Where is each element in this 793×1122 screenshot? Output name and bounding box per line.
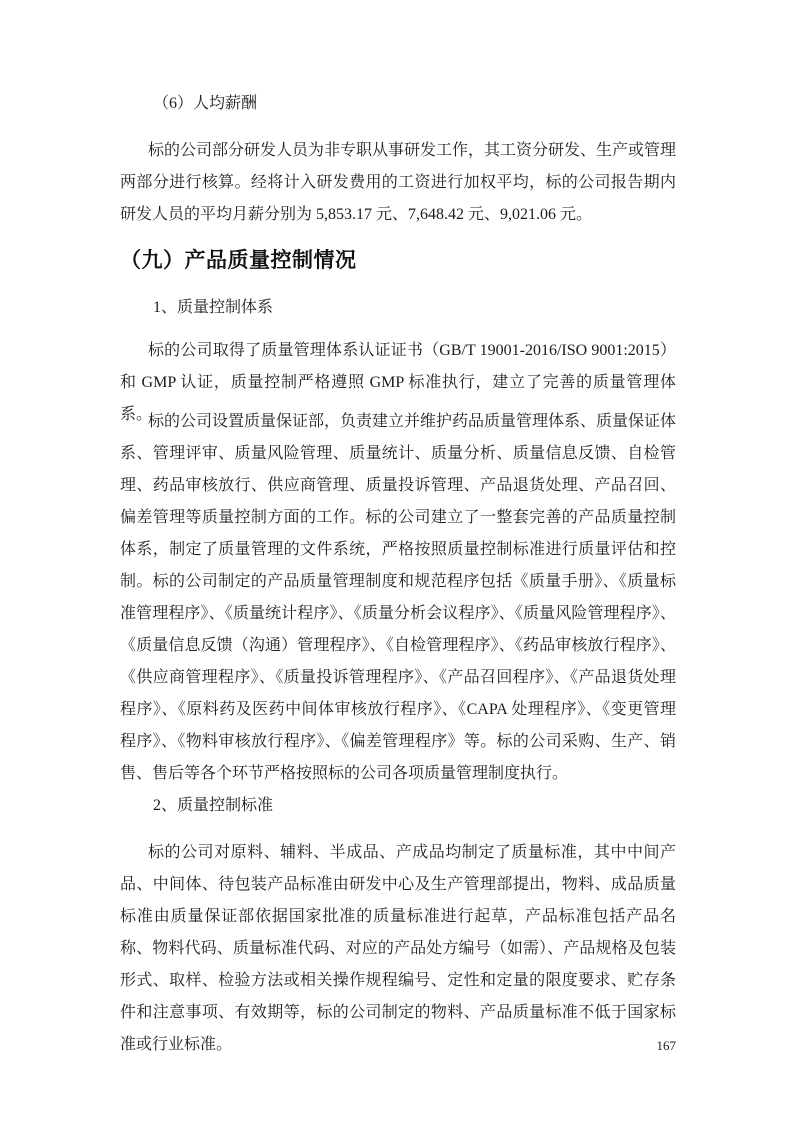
- heading-quality-control-system: 1、质量控制体系: [153, 299, 274, 316]
- heading-avg-salary: （6）人均薪酬: [153, 95, 258, 112]
- paragraph-quality-standard: 标的公司对原料、辅料、半成品、产成品均制定了质量标准，其中中间产品、中间体、待包装产品标准由研发中心及生产管理部提出，物料、成品质量标准由质量保证部依据国家批准的质量标准进行起草，产品标准包括产品名称、物料代码、质量标准代码、对应的产品处方编号（如需）、产品规格及包装形式、取样、检验方法或相关操作规程编号、定性和定量的限度要求、贮存条件和注意事项、有效期等，标的公司制定的物料、产品质量标准不低于国家标准或行业标准。: [120, 844, 676, 1053]
- heading-quality-control-standard: 2、质量控制标准: [153, 797, 274, 814]
- heading-product-quality-control: （九）产品质量控制情况: [120, 249, 357, 272]
- paragraph-qa-department: 标的公司设置质量保证部，负责建立并维护药品质量管理体系、质量保证体系、管理评审、质量风险管理、质量统计、质量分析、质量信息反馈、自检管理、药品审核放行、供应商管理、质量投诉管理、产品退货处理、产品召回、偏差管理等质量控制方面的工作。标的公司建立了一整套完善的产品质量控制体系，制定了质量管理的文件系统，严格按照质量控制标准进行质量评估和控制。标的公司制定的产品质量管理制度和规范程序包括《质量手册》、《质量标准管理程序》、《质量统计程序》、《质量分析会议程序》、《质量风险管理程序》、《质量信息反馈（沟通）管理程序》、《自检管理程序》、《药品审核放行程序》、《供应商管理程序》、《质量投诉管理程序》、《产品召回程序》、《产品退货处理程序》、《原料药及医药中间体审核放行程序》、《CAPA 处理程序》、《变更管理程序》、《物料审核放行程序》、《偏差管理程序》等。标的公司采购、生产、销售、售后等各个环节严格按照标的公司各项质量管理制度执行。: [120, 413, 677, 782]
- paragraph-certification: 标的公司取得了质量管理体系认证证书（GB/T 19001-2016/ISO 9001:2015）和 GMP 认证，质量控制严格遵照 GMP 标准执行，建立了完善的质量管理体系。: [120, 342, 676, 423]
- paragraph-avg-salary: 标的公司部分研发人员为非专职从事研发工作，其工资分研发、生产或管理两部分进行核算。经将计入研发费用的工资进行加权平均，标的公司报告期内研发人员的平均月薪分别为 5,853.17 元、7,648.42 元、9,021.06 元。: [120, 142, 677, 223]
- page-number: 167: [656, 1038, 676, 1053]
